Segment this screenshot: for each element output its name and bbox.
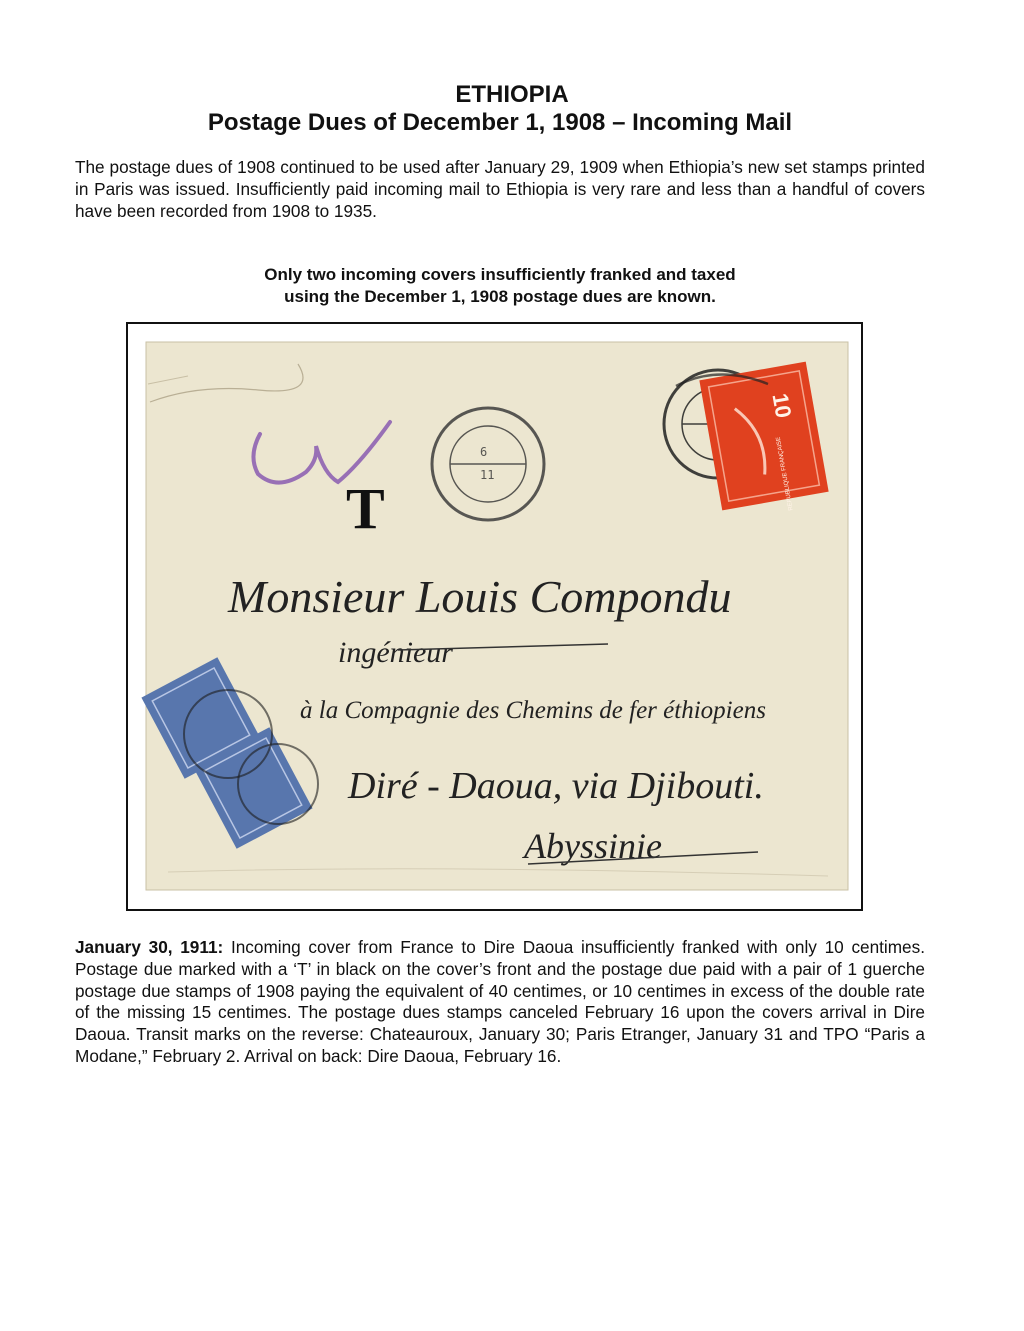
address-line-2: ingénieur — [338, 636, 453, 669]
address-line-5: Abyssinie — [524, 826, 662, 866]
callout-line-1: Only two incoming covers insufficiently franked and taxed — [264, 265, 736, 284]
page-subtitle: Postage Dues of December 1, 1908 – Incoming Mail — [207, 109, 793, 136]
address-line-4: Diré - Daoua, via Djibouti. — [348, 765, 764, 807]
callout — [180, 264, 820, 308]
svg-text:6: 6 — [480, 445, 488, 459]
tax-mark-t: T — [346, 476, 385, 541]
svg-text:11: 11 — [480, 468, 495, 482]
page-title: ETHIOPIA — [455, 81, 569, 108]
red-stamp-value: 10 — [767, 391, 797, 420]
cover-image-frame — [126, 322, 863, 911]
address-line-3: à la Compagnie des Chemins de fer éthiopiens — [300, 697, 766, 724]
callout-line-2: using the December 1, 1908 postage dues are known. — [284, 287, 716, 306]
red-stamp — [699, 362, 828, 511]
red-stamp-text: REPUBLIQUE FRANÇAISE — [775, 436, 795, 511]
caption-date: January 30, 1911: — [75, 937, 224, 957]
caption-paragraph — [75, 937, 925, 1068]
caption-text: Incoming cover from France to Dire Daoua insufficiently franked with only 10 centimes. Postage due marked with a ‘T’ in black on the cover’s front and the postage due paid with a pair of 1 guerche postage due stamps of 1908 paying the equivalent of 40 centimes, or 10 centimes in excess of the double rate of the missing 15 centimes. The postage dues stamps canceled February 16 upon the covers arrival in Dire Daoua. Transit marks on the reverse: Chateauroux, January 30; Paris Etranger, January 31 and TPO “Paris a Modane,” February 2. Arrival on back: Dire Daoua, February 16. — [75, 937, 925, 1066]
address-line-1: Monsieur Louis Compondu — [228, 571, 732, 622]
cover-illustration — [128, 324, 861, 909]
intro-paragraph: The postage dues of 1908 continued to be used after January 29, 1909 when Ethiopia’s new set stamps printed in Paris was issued. Insufficiently paid incoming mail to Ethiopia is very rare and less than a handful of covers have been recorded from 1908 to 1935. — [75, 157, 925, 221]
